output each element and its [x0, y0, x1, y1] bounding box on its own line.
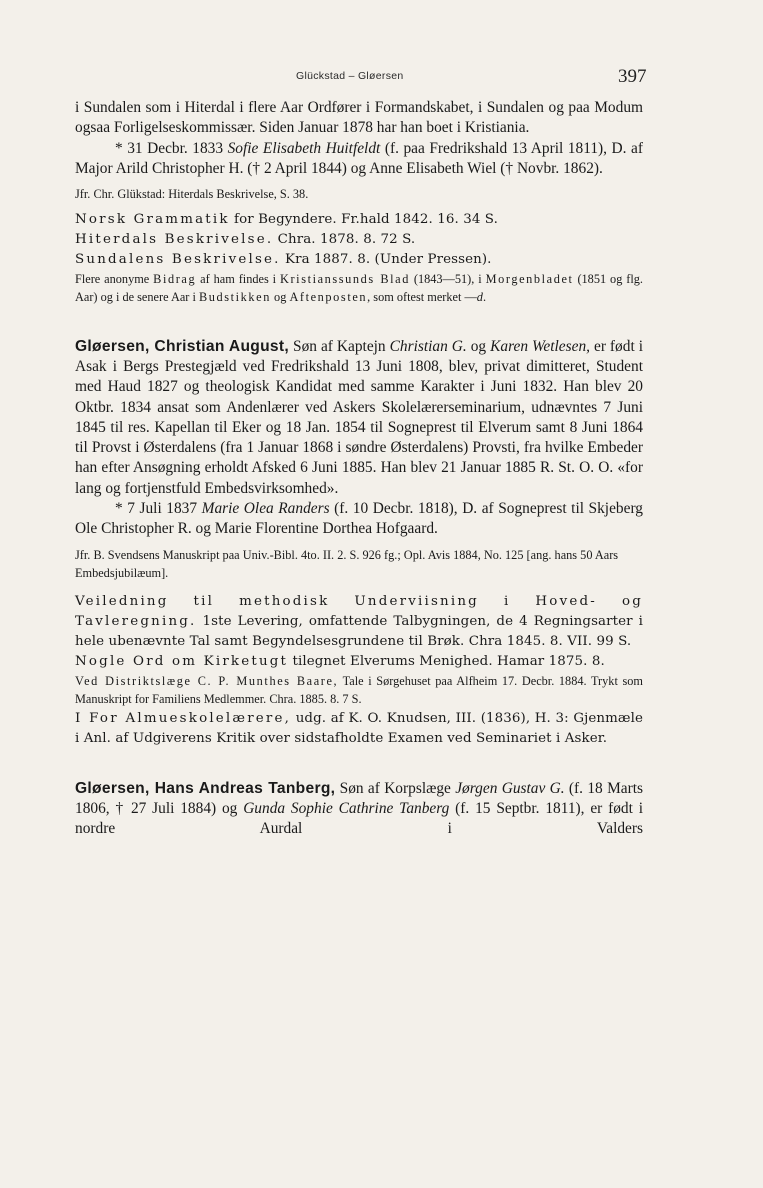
entry-text: (f. 15 Septbr. 1811), er født i nordre Aurdal i Valders — [75, 799, 644, 838]
work-title: Hiterdals Beskrivelse. — [75, 231, 274, 247]
work-details: udg. af K. O. Knudsen, III. (1836), H. 3: Gjenmæle i Anl. af Udgiverens Kritik over sidstafholdte Examen ved Seminariet i Asker. — [75, 710, 644, 746]
newspaper-name: Budstikken — [198, 290, 271, 305]
marriage-paragraph — [75, 499, 643, 540]
work-title: Norsk Grammatik — [75, 211, 230, 227]
newspaper-name: Kristianssunds Blad — [280, 271, 410, 286]
marriage-date: * 31 Decbr. 1833 — [115, 139, 228, 157]
newspaper-name: Aftenposten — [289, 290, 368, 305]
work-title: Nogle Ord om Kirketugt — [75, 653, 289, 669]
work-details: Kra 1887. 8. (Under Pressen). — [280, 251, 492, 267]
mother-name: Karen Wetlesen, — [490, 337, 590, 355]
work-item — [75, 230, 643, 250]
note-text: Flere anonyme — [75, 271, 154, 286]
entry-text: er født i Asak i Bergs Prestegjæld ved Fredrikshald 13 Juni 1808, blev, privat dimitteret, Student med Haud 1827 og theologisk Kandidat med samme Karakter i Juni 1832. Han blev 20 Oktbr. 1834 ansat som Andenlærer ved Askers Skolelærerseminarium, udnævntes 7 Juni 1845 til res. Kapellan til Eker og 18 Jan. 1854 til Sogneprest til Elverum samt 8 Juni 1864 til Provst i Østerdalens (fra 1 Januar 1868 i søndre Østerdalens) Provsti, fra hvilke Embeder han efter Ansøgning erholdt Afsked 6 Juni 1885. Han blev 21 Januar 1885 R. St. O. O. «for lang og fortjenstfuld Embedsvirksomhed». — [75, 337, 643, 497]
work-details: Tale i Sørgehuset paa Alfheim 17. Decbr. 1884. Trykt som Manuskript for Familiens Medlemmer. Chra. 1885. 8. 7 S. — [75, 673, 643, 707]
entry-gloersen-christian-august — [75, 337, 643, 749]
source-reference: Jfr. B. Svendsens Manuskript paa Univ.-Bibl. 4to. II. 2. S. 926 fg.; Opl. Avis 1884, No. 125 [ang. hans 50 Aars Embedsjubilæum]. — [75, 547, 619, 581]
father-name: Christian G. — [389, 337, 467, 355]
page-body — [75, 98, 643, 840]
work-title: Ved Distriktslæge C. P. Munthes Baare, — [75, 673, 339, 688]
biography-paragraph — [75, 779, 643, 840]
work-title: Sundalens Beskrivelse. — [75, 251, 281, 267]
spouse-name: Sofie Elisabeth Huitfeldt — [227, 139, 381, 157]
marriage-date: * 7 Juli 1837 — [115, 500, 202, 518]
work-details: tilegnet Elverums Menighed. Hamar 1875. 8. — [288, 653, 605, 669]
work-details: for Begyndere. Fr.hald 1842. 16. 34 S. — [229, 211, 498, 227]
source-reference: Jfr. Chr. Glükstad: Hiterdals Beskrivelse, S. 38. — [75, 187, 309, 202]
work-item — [75, 709, 643, 749]
work-details: 1ste Levering, omfattende Talbygningen, de 4 Regningsarter i hele ubenævnte Tal samt Begyndelsesgrundene til Brøk. Chra 1845. 8. VII. 99 S. — [75, 613, 643, 649]
entry-text: (f. 18 Marts 1806, † 27 Juli 1884) og — [75, 779, 643, 817]
work-item — [75, 210, 643, 230]
running-head: Glückstad – Gløersen — [296, 70, 404, 82]
work-item — [75, 592, 643, 652]
entry-text: Søn af Korpslæge — [335, 779, 456, 797]
note-emphasis: Bidrag — [153, 271, 197, 286]
entry-text: Søn af Kaptejn — [289, 337, 390, 355]
marriage-details: (f. 10 Decbr. 1818), D. af Sogneprest til Skjeberg Ole Christopher R. og Marie Florentine Dorthea Hofgaard. — [75, 500, 643, 538]
biography-paragraph — [75, 337, 643, 499]
biography-paragraph: i Sundalen som i Hiterdal i flere Aar Ordfører i Formandskabet, i Sundalen og paa Modum ogsaa Forligelseskommissær. Siden Januar 1878 har han boet i Kristiania. — [75, 99, 643, 137]
newspaper-name: Morgenbladet — [485, 271, 574, 286]
work-item — [75, 672, 643, 709]
work-title: Veiledning til methodisk Underviisning i Hoved- og Tavleregning. — [75, 593, 643, 629]
page-number: 397 — [618, 66, 647, 87]
note-text: . — [482, 290, 487, 305]
note-text: og — [270, 290, 290, 305]
work-title: I For Almueskolelærere, — [75, 710, 292, 726]
work-item — [75, 250, 643, 270]
anonymous-contributions-note — [75, 270, 643, 307]
note-text: (1843—51), i — [409, 271, 486, 286]
entry-glukstad-continued — [75, 98, 643, 307]
note-text: (1851 og flg. Aar) og i de senere Aar i — [75, 271, 643, 305]
father-name: Jørgen Gustav G. — [455, 779, 565, 797]
entry-name: Gløersen, Hans Andreas Tanberg, — [75, 779, 336, 797]
entry-gloersen-hans-andreas-tanberg — [75, 779, 643, 840]
note-text: af ham findes i — [196, 271, 280, 286]
entry-text: og — [466, 337, 491, 355]
work-item — [75, 652, 643, 672]
entry-name: Gløersen, Christian August, — [75, 337, 290, 355]
mother-name: Gunda Sophie Cathrine Tanberg — [243, 799, 450, 817]
page-header — [0, 66, 763, 90]
spouse-name: Marie Olea Randers — [201, 500, 330, 518]
note-text: , som oftest merket — — [367, 290, 477, 305]
work-details: Chra. 1878. 8. 72 S. — [273, 231, 416, 247]
signature-mark: d — [476, 290, 483, 305]
marriage-paragraph — [75, 139, 643, 180]
marriage-details: (f. paa Fredrikshald 13 April 1811), D. af Major Arild Christopher H. († 2 April 1844) og Anne Elisabeth Wiel († Novbr. 1862). — [75, 139, 643, 177]
